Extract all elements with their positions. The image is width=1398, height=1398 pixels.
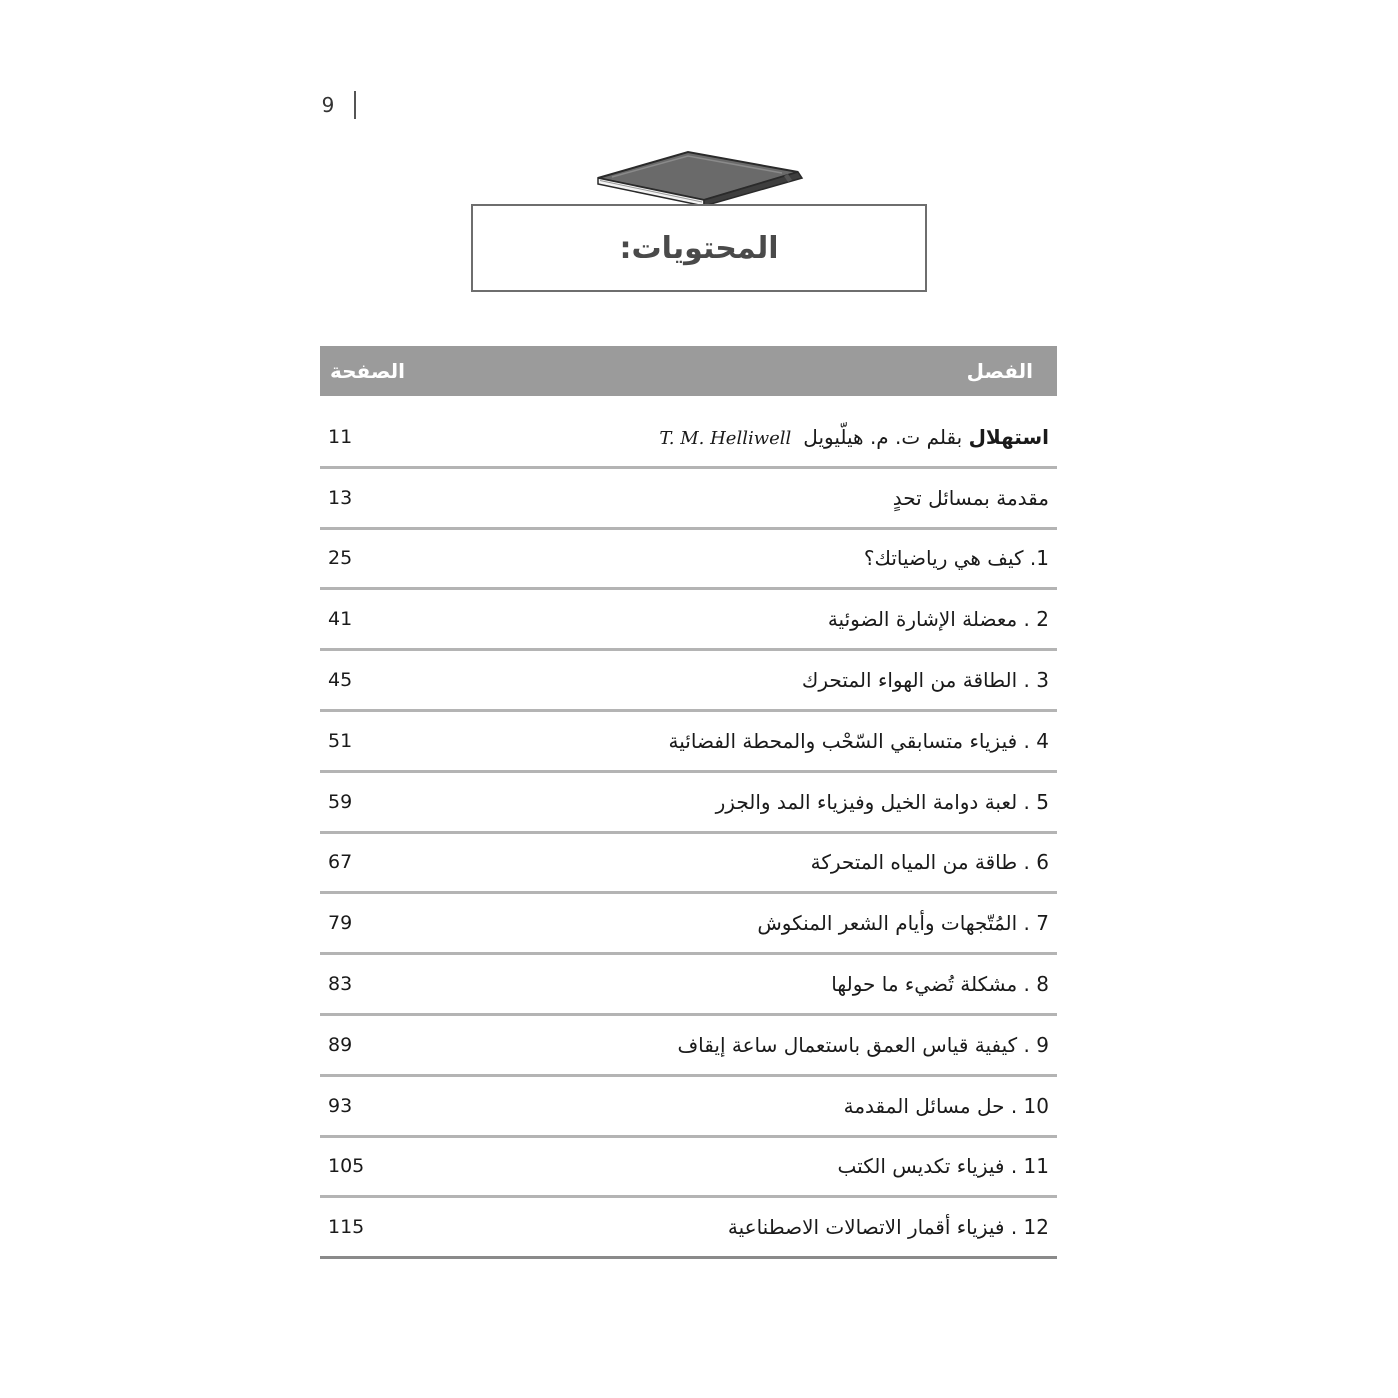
toc-row-title: مقدمة بمسائل تحدٍ xyxy=(892,485,1049,510)
toc-rows xyxy=(320,408,1057,1259)
toc-row-title: 4 . فيزياء متسابقي السّحْب والمحطة الفضائية xyxy=(668,728,1049,753)
toc-row-page: 67 xyxy=(328,851,353,874)
toc-row-page: 59 xyxy=(328,790,353,813)
toc-row-title: 3 . الطاقة من الهواء المتحرك xyxy=(801,668,1049,693)
toc-row-prefix: استهلال xyxy=(968,424,1049,449)
page-number-block xyxy=(318,90,356,120)
toc-row xyxy=(320,651,1057,712)
toc-row-page: 79 xyxy=(328,912,353,935)
toc-row-title: 10 . حل مسائل المقدمة xyxy=(843,1093,1049,1118)
toc-row-latin-name: T. M. Helliwell xyxy=(659,427,792,449)
toc-row xyxy=(320,955,1057,1016)
toc-row-title: 7 . المُتّجهات وأيام الشعر المنكوش xyxy=(757,911,1049,936)
toc-row xyxy=(320,834,1057,895)
page-number: 9 xyxy=(321,93,335,117)
toc-row-title: 12 . فيزياء أقمار الاتصالات الاصطناعية xyxy=(727,1215,1049,1240)
toc-row-page: 25 xyxy=(328,547,353,570)
toc-header-chapter: الفصل xyxy=(966,359,1033,383)
toc-row-page: 105 xyxy=(328,1155,365,1178)
toc-row-page: 41 xyxy=(328,608,353,631)
toc-row-page: 83 xyxy=(328,973,353,996)
toc-header xyxy=(320,346,1057,396)
toc-row-page: 115 xyxy=(328,1216,365,1239)
toc-row-page: 93 xyxy=(328,1094,353,1117)
toc-row-page: 11 xyxy=(328,425,353,448)
toc-row-title: 8 . مشكلة تُضيء ما حولها xyxy=(831,972,1049,997)
toc-row-title: 9 . كيفية قياس العمق باستعمال ساعة إيقاف xyxy=(677,1032,1049,1057)
toc-row-title: 6 . طاقة من المياه المتحركة xyxy=(810,850,1049,875)
toc-row xyxy=(320,530,1057,591)
toc-row xyxy=(320,1016,1057,1077)
toc-table xyxy=(320,346,1057,1259)
toc-row-page: 89 xyxy=(328,1033,353,1056)
toc-row xyxy=(320,894,1057,955)
toc-row-title: 11 . فيزياء تكديس الكتب xyxy=(837,1154,1049,1179)
toc-row-page: 45 xyxy=(328,669,353,692)
toc-row xyxy=(320,408,1057,469)
page-number-divider xyxy=(354,91,356,119)
contents-title: المحتويات: xyxy=(619,230,779,266)
toc-row-title: 5 . لعبة دوامة الخيل وفيزياء المد والجزر xyxy=(715,789,1049,814)
toc-row xyxy=(320,773,1057,834)
toc-row xyxy=(320,590,1057,651)
toc-row xyxy=(320,712,1057,773)
toc-header-page: الصفحة xyxy=(330,359,406,383)
toc-row xyxy=(320,1138,1057,1199)
toc-row-page: 13 xyxy=(328,486,353,509)
toc-row xyxy=(320,1198,1057,1259)
contents-title-box xyxy=(471,204,927,292)
toc-row xyxy=(320,469,1057,530)
book-icon xyxy=(592,148,808,208)
toc-row-title xyxy=(659,425,1049,449)
toc-row-title: 1. كيف هي رياضياتك؟ xyxy=(863,546,1049,571)
toc-row-title-text: بقلم ت. م. هيلّيويل xyxy=(803,424,969,449)
toc-row-title: 2 . معضلة الإشارة الضوئية xyxy=(827,607,1049,632)
toc-row-page: 51 xyxy=(328,729,353,752)
toc-row xyxy=(320,1077,1057,1138)
